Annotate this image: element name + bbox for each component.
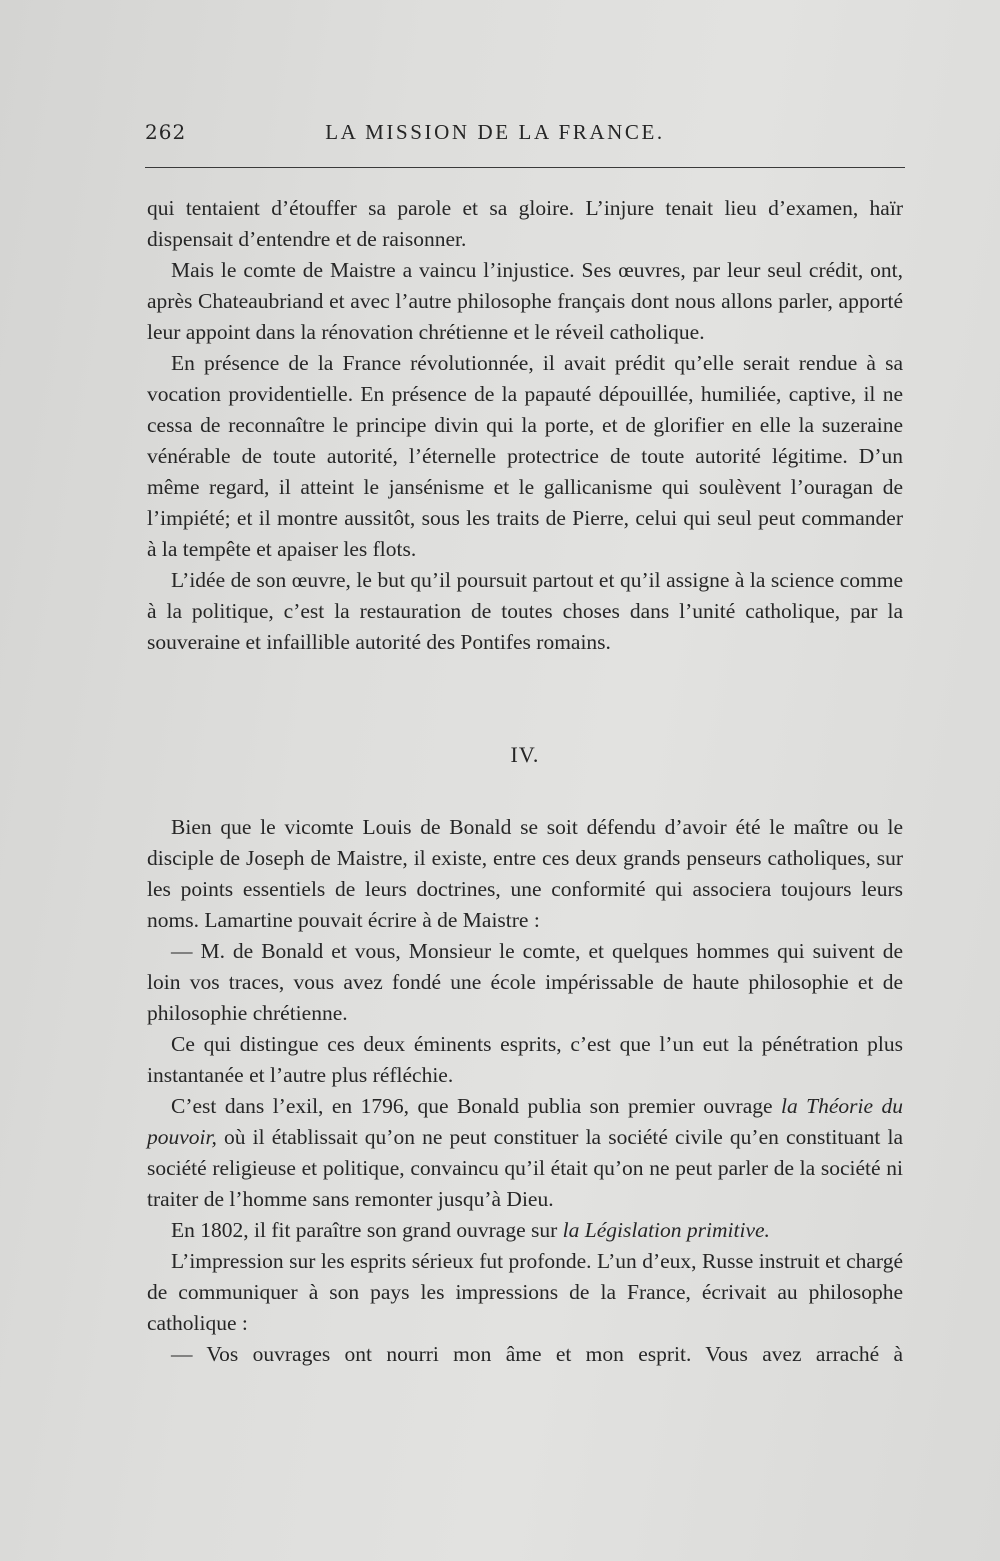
paragraph: L’impression sur les esprits sérieux fut profonde. L’un d’eux, Russe instruit et chargé de communiquer à son pays les impressions de la France, écrivait au philosophe catholique : — [147, 1249, 903, 1335]
paragraph: En présence de la France révolutionnée, il avait prédit qu’elle serait rendue à sa vocation providentielle. En présence de la papauté dépouillée, humiliée, captive, il ne cessa de reconnaître le principe divin qui la porte, et de glorifier en elle la suzeraine vénérable de toute autorité, l’éternelle protectrice de toute autorité légitime. D’un même regard, il atteint le jansénisme et le gallicanisme qui soulèvent l’ouragan de l’impiété; et il montre aussitôt, sous les traits de Pierre, celui qui seul peut commander à la tempête et apaiser les flots. — [147, 351, 903, 561]
running-title: LA MISSION DE LA FRANCE. — [325, 120, 665, 144]
text-run: En 1802, il fit paraître son grand ouvrage sur — [171, 1218, 563, 1242]
paragraph: Mais le comte de Maistre a vaincu l’injustice. Ses œuvres, par leur seul crédit, ont, après Chateaubriand et avec l’autre philosophe français dont nous allons parler, apporté leur appoint dans la rénovation chrétienne et le réveil catholique. — [147, 258, 903, 344]
section-four-text — [147, 812, 903, 1370]
header-rule — [145, 167, 905, 168]
paragraph — [147, 1091, 903, 1215]
text-run: où il établissait qu’on ne peut constituer la société civile qu’en constituant la société religieuse et politique, convaincu qu’il était qu’on ne peut parler de la société ni traiter de l’homme sans remonter jusqu’à Dieu. — [147, 1125, 903, 1211]
paragraph: qui tentaient d’étouffer sa parole et sa gloire. L’injure tenait lieu d’examen, haïr dispensait d’entendre et de raisonner. — [147, 196, 903, 251]
paragraph: L’idée de son œuvre, le but qu’il poursuit partout et qu’il assigne à la science comme à la politique, c’est la restauration de toutes choses dans l’unité catholique, par la souveraine et infaillible autorité des Pontifes romains. — [147, 568, 903, 654]
section-heading: IV. — [510, 742, 540, 767]
running-head — [145, 120, 905, 150]
page-number: 262 — [145, 120, 187, 144]
quote-paragraph: — Vos ouvrages ont nourri mon âme et mon esprit. Vous avez arraché à — [171, 1342, 903, 1366]
paragraph — [147, 1215, 903, 1246]
paragraph: Ce qui distingue ces deux éminents esprits, c’est que l’un eut la pénétration plus instantanée et l’autre plus réfléchie. — [147, 1032, 903, 1087]
paragraph: Bien que le vicomte Louis de Bonald se soit défendu d’avoir été le maître ou le disciple de Joseph de Maistre, il existe, entre ces deux grands penseurs catholiques, sur les points essentiels de leurs doctrines, une conformité qui associera toujours leurs noms. Lamartine pouvait écrire à de Maistre : — [147, 815, 903, 932]
book-title: la Théorie du pouvoir, — [147, 1094, 904, 1149]
book-title: la Législation primitive. — [562, 1218, 770, 1242]
section-three-text — [147, 193, 903, 658]
quote-paragraph: — M. de Bonald et vous, Monsieur le comte, et quelques hommes qui suivent de loin vos traces, vous avez fondé une école impérissable de haute philosophie et de philosophie chrétienne. — [147, 939, 903, 1025]
text-run: C’est dans l’exil, en 1796, que Bonald publia son premier ouvrage — [171, 1094, 781, 1118]
